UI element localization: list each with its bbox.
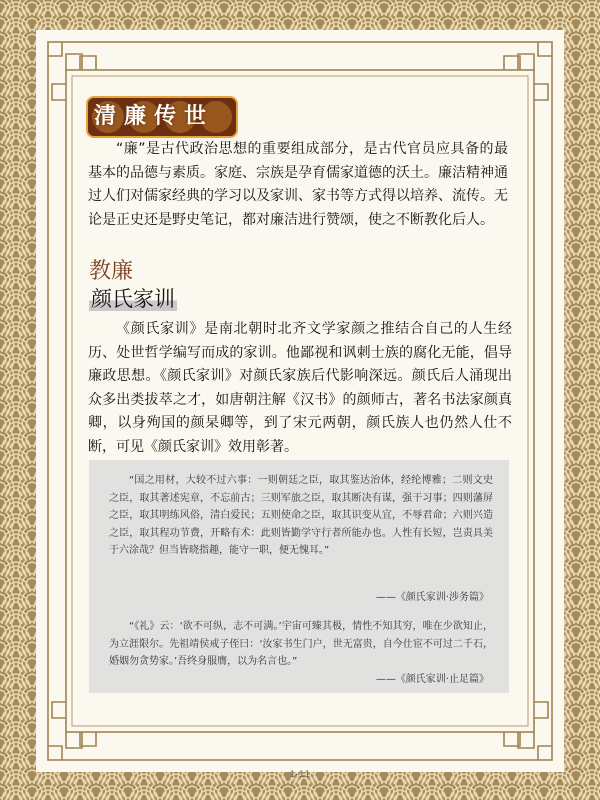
quote-source-1: ——《颜氏家训·涉务篇》 (375, 592, 489, 603)
intro-paragraph: “廉”是古代政治思想的重要组成部分，是古代官员应具备的最基本的品德与素质。家庭、宗族是孕育儒家道德的沃土。廉洁精神通过人们对儒家经典的学习以及家训、家书等方式得以培养、流传。无论是正史还是野史笔记，都对廉洁进行赞颂，使之不断教化后人。 (88, 141, 508, 228)
quote-text-2: “《礼》云：‘欲不可纵，志不可满。’宇宙可臻其极，情性不知其穷，唯在少欲知止，为立涯限尔。先祖靖侯戒子侄曰：‘汝家书生门户，世无富贵，自今仕宦不可过二千石，婚姻勿贪势家。’吾终身服膺，以为名言也。” (109, 621, 493, 668)
body-paragraph: 《颜氏家训》是南北朝时北齐文学家颜之推结合自己的人生经历、处世哲学编写而成的家训。他鄙视和讽刺士族的腐化无能，倡导廉政思想。《颜氏家训》对颜氏家族后代影响深远。颜氏后人涌现出众多出类拔萃之才，如唐朝注解《汉书》的颜师古，著名书法家颜真卿，以身殉国的颜杲卿等，到了宋元两朝，颜氏族人也仍然人仕不断，可见《颜氏家训》效用彰著。 (88, 321, 512, 455)
page-number: 1-11 (289, 770, 311, 780)
subsection-title: 颜氏家训 (91, 287, 175, 311)
page-sheet (36, 30, 564, 780)
section-title-badge (86, 96, 238, 138)
quote-text-1: “国之用材，大较不过六事：一则朝廷之臣，取其鉴达治体，经纶博雅；二则文史之臣，取其著述宪章，不忘前古；三则军旅之臣，取其断决有谋，强干习事；四则藩屏之臣，取其明练风俗，清白爱民；五则使命之臣，取其识变从宜，不辱君命；六则兴造之臣，取其程功节费，开略有术：此则皆勤学守行者所能办也。人性有长短，岂责具美于六涂哉？但当皆晓指趣，能守一职，便无愧耳。” (109, 475, 493, 557)
quote-source-2: ——《颜氏家训·止足篇》 (375, 674, 489, 685)
subsection-category: 教廉 (89, 259, 134, 284)
quote-box (89, 460, 509, 693)
section-title: 清廉传世 (94, 104, 215, 129)
